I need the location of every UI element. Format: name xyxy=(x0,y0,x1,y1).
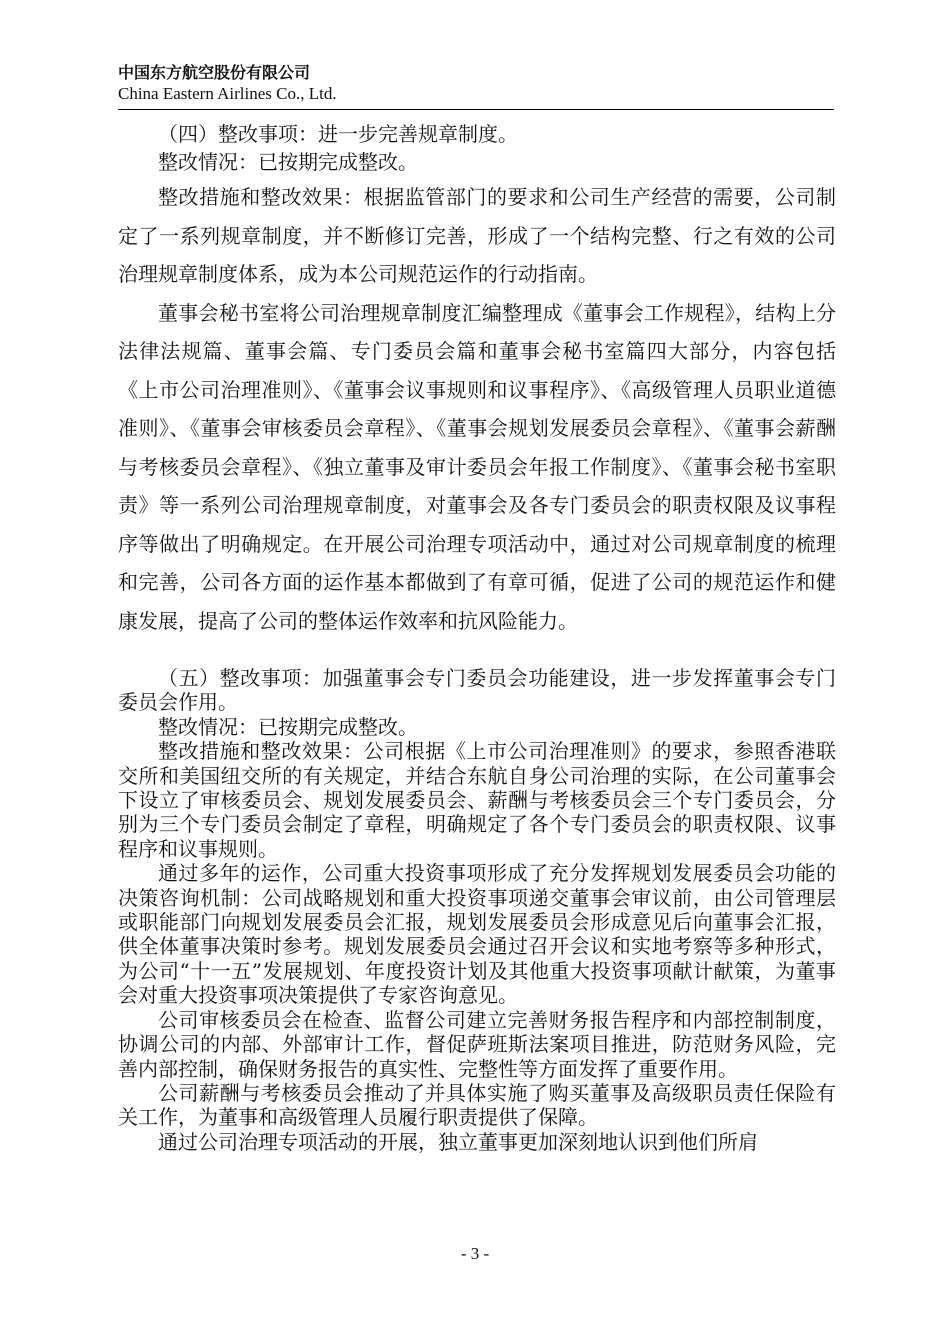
section-5-paragraph: 通过多年的运作，公司重大投资事项形成了充分发挥规划发展委员会功能的决策咨询机制：公司战略规划和重大投资事项递交董事会审议前，由公司管理层或职能部门向规划发展委员会汇报，规划发展委员会形成意见后向董事会汇报，供全体董事决策时参考。规划发展委员会通过召开会议和实地考察等多种形式，为公司“十一五”发展规划、年度投资计划及其他重大投资事项献计献策，为董事会对重大投资事项决策提供了专家咨询意见。 xyxy=(118,861,836,1008)
section-4-status: 整改情况：已按期完成整改。 xyxy=(158,150,418,174)
section-spacer xyxy=(118,640,836,666)
header-rule xyxy=(118,109,834,110)
section-5-paragraph: 通过公司治理专项活动的开展，独立董事更加深刻地认识到他们所肩 xyxy=(158,1129,758,1154)
section-4-title: （四）整改事项：进一步完善规章制度。 xyxy=(158,122,518,146)
section-4-paragraph: 整改措施和整改效果：根据监管部门的要求和公司生产经营的需要，公司制定了一系列规章制度，并不断修订完善，形成了一个结构完整、行之有效的公司治理规章制度体系，成为本公司规范运作的行动指南。 xyxy=(118,185,836,286)
section-5-status: 整改情况：已按期完成整改。 xyxy=(158,714,418,739)
section-4 xyxy=(118,120,836,640)
section-5 xyxy=(118,666,836,1154)
section-5-paragraph: 整改措施和整改效果：公司根据《上市公司治理准则》的要求，参照香港联交所和美国纽交所的有关规定，并结合东航自身公司治理的实际，在公司董事会下设立了审核委员会、规划发展委员会、薪酬与考核委员会三个专门委员会，分别为三个专门委员会制定了章程，明确规定了各个专门委员会的职责权限、议事程序和议事规则。 xyxy=(118,739,836,861)
page-number: - 3 - xyxy=(460,1244,490,1263)
section-4-paragraph: 董事会秘书室将公司治理规章制度汇编整理成《董事会工作规程》，结构上分法律法规篇、董事会篇、专门委员会篇和董事会秘书室篇四大部分，内容包括《上市公司治理准则》、《董事会议事规则和议事程序》、《高级管理人员职业道德准则》、《董事会审核委员会章程》、《董事会规划发展委员会章程》、《董事会薪酬与考核委员会章程》、《独立董事及审计委员会年报工作制度》、《董事会秘书室职责》等一系列公司治理规章制度，对董事会及各专门委员会的职责权限及议事程序等做出了明确规定。在开展公司治理专项活动中，通过对公司规章制度的梳理和完善，公司各方面的运作基本都做到了有章可循，促进了公司的规范运作和健康发展，提高了公司的整体运作效率和抗风险能力。 xyxy=(118,300,836,633)
section-5-title: （五）整改事项：加强董事会专门委员会功能建设，进一步发挥董事会专门委员会作用。 xyxy=(118,666,836,715)
section-5-paragraph: 公司审核委员会在检查、监督公司建立完善财务报告程序和内部控制制度，协调公司的内部、外部审计工作，督促萨班斯法案项目推进，防范财务风险，完善内部控制，确保财务报告的真实性、完整性等方面发挥了重要作用。 xyxy=(118,1007,836,1081)
section-5-paragraph: 公司薪酬与考核委员会推动了并具体实施了购买董事及高级职员责任保险有关工作，为董事和高级管理人员履行职责提供了保障。 xyxy=(118,1080,836,1130)
company-name-cn: 中国东方航空股份有限公司 xyxy=(118,63,311,82)
document-body xyxy=(118,118,836,1154)
page-header xyxy=(118,62,833,104)
company-name-en: China Eastern Airlines Co., Ltd. xyxy=(118,84,337,103)
